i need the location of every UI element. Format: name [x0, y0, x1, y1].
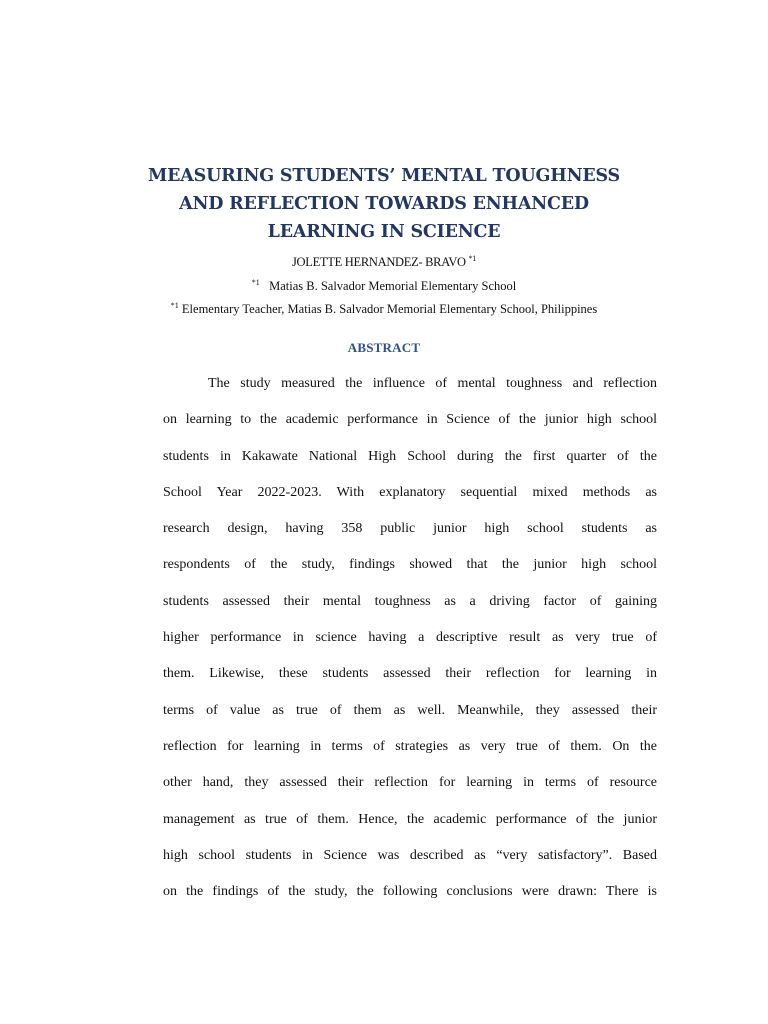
abstract-line: higher performance in science having a descriptive result as very true of — [163, 630, 657, 646]
affiliation-marker: *1 — [170, 301, 179, 310]
author-line — [0, 251, 768, 270]
abstract-line: high school students in Science was described as “very satisfactory”. Based — [163, 847, 657, 863]
abstract-line: respondents of the study, findings showed that the junior high school — [163, 557, 657, 573]
title-line: AND REFLECTION TOWARDS ENHANCED — [179, 194, 589, 214]
abstract-line: other hand, they assessed their reflection for learning in terms of resource — [163, 775, 657, 791]
abstract-line: on the findings of the study, the following conclusions were drawn: There is — [163, 884, 657, 900]
abstract-line: on learning to the academic performance in Science of the junior high school — [163, 412, 657, 428]
affiliation-marker: *1 — [251, 278, 260, 287]
affiliation-text: Elementary Teacher, Matias B. Salvador Memorial Elementary School, Philippines — [181, 302, 598, 316]
abstract-heading: ABSTRACT — [347, 340, 421, 355]
affiliation-text: Matias B. Salvador Memorial Elementary School — [269, 279, 517, 293]
paper-title — [0, 162, 768, 246]
abstract-line: them. Likewise, these students assessed their reflection for learning in — [163, 666, 657, 682]
abstract-body — [163, 374, 657, 918]
affiliation-2 — [0, 298, 768, 317]
abstract-line: students assessed their mental toughness as a driving factor of gaining — [163, 593, 657, 609]
title-line: LEARNING IN SCIENCE — [267, 222, 501, 242]
abstract-line: research design, having 358 public junior high school students as — [163, 521, 657, 537]
author-marker: *1 — [468, 254, 477, 263]
title-line: MEASURING STUDENTS’ MENTAL TOUGHNESS — [147, 166, 620, 186]
abstract-line: students in Kakawate National High School during the first quarter of the — [163, 448, 657, 464]
affiliation-1 — [0, 275, 768, 294]
abstract-line: management as true of them. Hence, the academic performance of the junior — [163, 811, 657, 827]
abstract-line: reflection for learning in terms of strategies as very true of them. On the — [163, 738, 657, 754]
abstract-line: terms of value as true of them as well. Meanwhile, they assessed their — [163, 702, 657, 718]
abstract-line: School Year 2022-2023. With explanatory sequential mixed methods as — [163, 484, 657, 500]
abstract-line: The study measured the influence of mental toughness and reflection — [208, 376, 657, 391]
author-name: JOLETTE HERNANDEZ- BRAVO — [291, 255, 466, 269]
